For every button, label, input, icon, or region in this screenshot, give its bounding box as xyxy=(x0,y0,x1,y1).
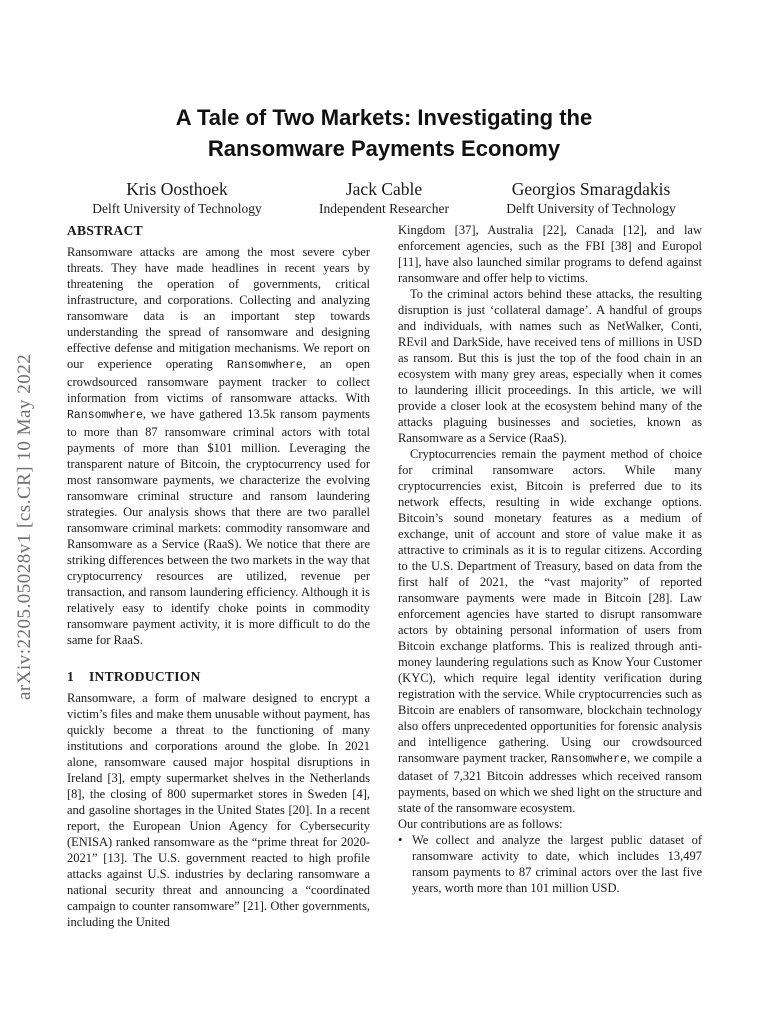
abstract-text-3: , we have gathered 13.5k ransom payments to more than 87 ransomware criminal actors with total payments of more than $101 million. Leveraging the transparent nature of Bitcoin, the cryptocurrency used for most ransomware payments, we characterize the evolving ransomware criminal structure and ransom laundering strategies. Our analysis shows that there are two parallel ransomware criminal markets: commodity ransomware and Ransomware as a Service (RaaS). We notice that there are striking differences between the two markets in the way that cryptocurrency resources are utilized, revenue per transaction, and ransom laundering efficiency. Although it is relatively easy to identify choke points in commodity ransomware payment activity, it is more difficult to do the same for RaaS. xyxy=(67,407,370,647)
paper-title xyxy=(60,102,708,164)
contributions-lead: Our contributions are as follows: xyxy=(398,817,563,831)
arxiv-identifier: arXiv:2205.05028v1 [cs.CR] 10 May 2022 xyxy=(14,353,35,700)
author-name: Georgios Smaragdakis xyxy=(511,179,671,199)
author-name: Kris Oosthoek xyxy=(126,179,228,199)
contributions-list xyxy=(398,832,702,896)
tool-name: Ransomwhere xyxy=(226,359,303,372)
intro-paragraph xyxy=(398,446,702,816)
contribution-item: • We collect and analyze the largest public dataset of ransomware activity to date, which includes 13,497 ransom payments to 87 criminal actors over the last five years, worth more than 101 million USD. xyxy=(398,832,702,896)
intro-text: , we compile a dataset of 7,321 Bitcoin addresses which received ransom payments, based on which we shed light on the structure and state of the ransomware ecosystem. xyxy=(398,751,703,815)
tool-name: Ransomwhere xyxy=(551,753,627,766)
tool-name: Ransomwhere xyxy=(67,409,143,422)
author-affiliation: Independent Researcher xyxy=(318,201,450,216)
section-number: 1 xyxy=(67,669,75,684)
abstract-heading: ABSTRACT xyxy=(67,223,143,238)
abstract-paragraph xyxy=(67,244,370,648)
section-heading-introduction xyxy=(67,668,370,686)
author-block-3 xyxy=(476,178,706,218)
intro-paragraph: To the criminal actors behind these attacks, the resulting disruption is just ‘collateral damage’. A handful of groups and individuals, with names such as NetWalker, Conti, REvil and DarkSide, have received tens of millions in USD as ransom. But this is just the top of the food chain in an ecosystem with many grey areas, especially when it comes to laundering illicit proceedings. In this article, we will provide a closer look at the ecosystem behind many of the attacks plaguing businesses and societies, known as Ransomware as a Service (RaaS). xyxy=(398,287,702,445)
abstract-text-1: Ransomware attacks are among the most severe cyber threats. They have made headlines in recent years by threatening the operation of governments, critical infrastructure, and corporations. Collecting and analyzing ransomware data is an important step towards understanding the spread of ransomware and designing effective defense and mitigation mechanisms. We report on our experience operating xyxy=(67,245,370,371)
author-affiliation: Delft University of Technology xyxy=(92,201,262,216)
intro-paragraph-continued: Kingdom [37], Australia [22], Canada [12], and law enforcement agencies, such as the FBI [38] and Europol [11], have also launched similar programs to defend against ransomware and offer help to victims. xyxy=(398,223,702,285)
intro-text: Cryptocurrencies remain the payment method of choice for criminal ransomware actors. While many cryptocurrencies exist, Bitcoin is preferred due to its network effects, resulting in wide exchange options. Bitcoin’s sound monetary features as a medium of exchange, unit of account and store of value make it as attractive to criminals as it is to regular citizens. According to the U.S. Department of Treasury, based on data from the first half of 2021, the “vast majority” of reported ransomware payments were made in Bitcoin [28]. Law enforcement agencies have started to disrupt ransomware actors by obtaining personal information of users from Bitcoin exchange platforms. This is realized through anti-money laundering regulations such as Know Your Customer (KYC), which require legal identity verification during registration with the service. While cryptocurrencies such as Bitcoin are enablers of ransomware, blockchain technology also offers unprecedented opportunities for forensic analysis and intelligence gathering. Using our crowdsourced ransomware payment tracker, xyxy=(398,447,702,765)
intro-paragraph: Ransomware, a form of malware designed to encrypt a victim’s files and make them unusable without payment, has quickly become a threat to the functioning of many institutions and corporations around the globe. In 2021 alone, ransomware caused major hospital disruptions in Ireland [3], empty supermarket shelves in the Netherlands [8], the closing of 800 supermarket stores in Sweden [4], and gasoline shortages in the United States [20]. In a recent report, the European Union Agency for Cybersecurity (ENISA) ranked ransomware as the “prime threat for 2020-2021” [13]. The U.S. government reacted to high profile attacks against U.S. industries by declaring ransomware a national security threat and announcing a “coordinated campaign to counter ransomware” [21]. Other governments, including the United xyxy=(67,691,370,929)
right-column xyxy=(398,222,702,896)
section-title: INTRODUCTION xyxy=(89,669,201,684)
author-block-2 xyxy=(282,178,486,218)
abstract-text-2: , an open crowdsourced ransomware payment tracker to collect information from victims of ransomware attacks. With xyxy=(67,357,370,405)
title-line-2: Ransomware Payments Economy xyxy=(207,136,561,161)
author-affiliation: Delft University of Technology xyxy=(506,201,676,216)
title-line-1: A Tale of Two Markets: Investigating the xyxy=(175,105,593,130)
author-block-1 xyxy=(62,178,292,218)
left-column xyxy=(67,222,370,930)
author-name: Jack Cable xyxy=(345,179,423,199)
